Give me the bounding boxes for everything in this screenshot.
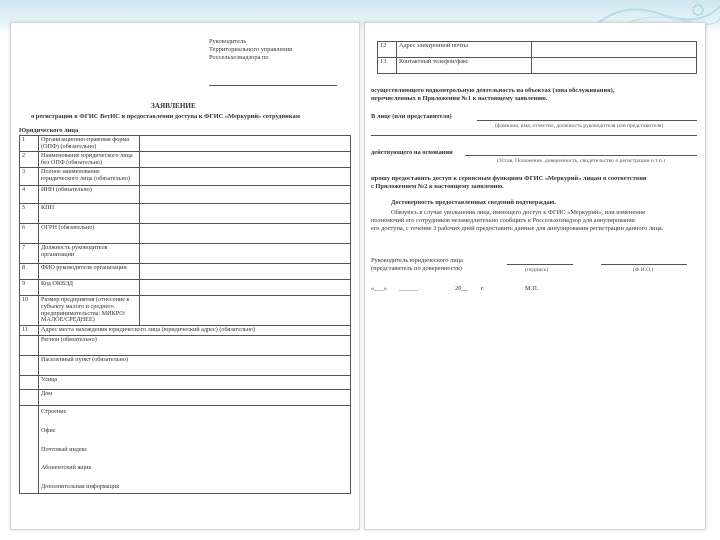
row-label: ИНН (обязательно) (39, 186, 140, 204)
row-value-cell[interactable] (140, 296, 351, 326)
addressee-line-1: Руководитель (209, 38, 247, 45)
request-line-2: с Приложением №2 к настоящему заявлению. (371, 183, 504, 190)
address-field-label: Населенный пункт (обязательно) (39, 356, 351, 376)
row-number: 1 (20, 136, 39, 152)
table-row (20, 244, 351, 264)
table-row (378, 58, 697, 74)
row-label: Код ОКВЭД (39, 280, 140, 296)
date-quote: «___» (371, 285, 387, 292)
row-value-cell[interactable] (532, 42, 697, 58)
address-field-label: Почтовый индекс (41, 445, 88, 453)
row-number: 10 (20, 296, 39, 326)
basis-caption: (Устав, Положение, доверенность, свидетельство о регистрации и т.п.) (497, 158, 665, 164)
row-number: 6 (20, 224, 39, 244)
form-subtitle: о регистрации в ФГИС ВетИС и предоставлении доступа к ФГИС «Меркурий» сотрудникам (31, 113, 300, 120)
table-row (20, 326, 351, 336)
addressee-blank-line (209, 85, 337, 86)
signature-line[interactable] (507, 264, 573, 265)
address-row (20, 356, 351, 376)
address-field-label: Улица (39, 376, 351, 390)
stamp-mp: М.П. (525, 285, 539, 292)
addressee-line-2: Территориального управления (209, 46, 293, 53)
row-number: 5 (20, 204, 39, 224)
table-row (20, 296, 351, 326)
form-title: ЗАЯВЛЕНИЕ (151, 102, 196, 110)
address-field-label: Офис (41, 426, 56, 434)
notify-line-1: Обязуюсь в случае увольнения лица, имеющего доступ к ФГИС «Меркурий», или изменения (391, 209, 645, 216)
signer-label-2: (представитель по доверенности) (371, 265, 462, 272)
row-label: Наименование юридического лица без ОПФ (обязательно) (39, 152, 140, 168)
acting-basis-label: действующего на основании (371, 149, 453, 156)
row-value-cell[interactable] (140, 280, 351, 296)
row-value-cell[interactable] (532, 58, 697, 74)
row-label: Адрес электронной почты (397, 42, 532, 58)
row-value-cell[interactable] (140, 204, 351, 224)
row-number: 11 (20, 326, 39, 336)
row-value-cell[interactable] (140, 224, 351, 244)
application-form-page-2 (364, 22, 706, 530)
fio-caption: (фамилия, имя, отчество, должность руководителя или представителя) (495, 123, 664, 129)
contact-table (377, 41, 697, 74)
address-field-label: Абонентский ящик (41, 464, 92, 472)
row-number: 7 (20, 244, 39, 264)
address-field-label: Регион (обязательно) (39, 336, 351, 356)
table-row (378, 42, 697, 58)
addressee-line-3: Россельхознадзора по (209, 54, 269, 61)
name-line[interactable] (601, 264, 687, 265)
signer-label-1: Руководитель юридического лица (371, 257, 463, 264)
table-row (20, 224, 351, 244)
table-row (20, 136, 351, 152)
legal-entity-table (19, 135, 351, 494)
table-row (20, 168, 351, 186)
row-value-cell[interactable] (140, 186, 351, 204)
row-number: 4 (20, 186, 39, 204)
row-number: 3 (20, 168, 39, 186)
table-row (20, 264, 351, 280)
confirm-text: Достоверность предоставленных сведений подтверждаю. (391, 199, 556, 206)
zone-paragraph-line-2: перечисленных в Приложении №1 к настоящему заявлению. (371, 95, 548, 102)
section-label: Юридического лица (19, 127, 79, 134)
row-label: Полное наименование юридического лица (обязательно) (39, 168, 140, 186)
table-row (20, 204, 351, 224)
row-number: 12 (378, 42, 397, 58)
address-row (20, 390, 351, 406)
representative-input-line[interactable] (477, 120, 697, 121)
request-line-1: прошу предоставить доступ к сервисным функциям ФГИС «Меркурий» лицам в соответствии (371, 175, 647, 182)
row-label: КПП (39, 204, 140, 224)
basis-input-line[interactable] (465, 155, 697, 156)
table-row (20, 280, 351, 296)
row-number: 2 (20, 152, 39, 168)
address-field-label: Дом (39, 390, 351, 406)
row-value-cell[interactable] (140, 152, 351, 168)
row-value-cell[interactable] (140, 244, 351, 264)
address-field-label: Дополнительная информация (41, 482, 119, 490)
row-number: 9 (20, 280, 39, 296)
row-value-cell[interactable] (140, 136, 351, 152)
address-row (20, 406, 351, 494)
row-label: Должность руководителя организации (39, 244, 140, 264)
table-row (20, 152, 351, 168)
representative-input-line-2[interactable] (371, 135, 697, 136)
row-label: Размер предприятия (отнесение к субъекту малого и среднего предпринимательства: МИКРО/МАЛОЕ/СРЕДНЕЕ) (39, 296, 140, 326)
signature-caption: (подпись) (525, 267, 549, 273)
row-label: ФИО руководителя организации (39, 264, 140, 280)
address-field-label: Строение (41, 408, 67, 416)
row-number: 13 (378, 58, 397, 74)
name-caption: (Ф.И.О.) (633, 267, 654, 273)
table-row (20, 186, 351, 204)
date-month: ______ (399, 285, 419, 292)
row-value-cell[interactable] (140, 264, 351, 280)
in-person-label: В лице (или представителя) (371, 113, 452, 120)
date-year: 20__ (455, 285, 468, 292)
notify-line-3: его доступа, с течение 3 рабочих дней предоставить данные для аннулирования регистрации данного лица. (371, 225, 664, 232)
date-g: г. (481, 285, 485, 292)
application-form-page-1 (10, 22, 360, 530)
row-label: Адрес места нахождения юридического лица (юридический адрес) (обязательно) (39, 326, 351, 336)
address-row (20, 376, 351, 390)
zone-paragraph-line-1: осуществляющего подконтрольную деятельность на объектах (зона обслуживания), (371, 87, 615, 94)
notify-line-2: полномочий его сотрудников незамедлительно сообщить в Россельхознадзор для аннулирования (371, 217, 635, 224)
row-label: Контактный телефон/факс (397, 58, 532, 74)
row-label: Организационно-правовая форма (ОПФ) (обязательно) (39, 136, 140, 152)
row-value-cell[interactable] (140, 168, 351, 186)
address-row (20, 336, 351, 356)
row-label: ОГРН (обязательно) (39, 224, 140, 244)
row-number: 8 (20, 264, 39, 280)
